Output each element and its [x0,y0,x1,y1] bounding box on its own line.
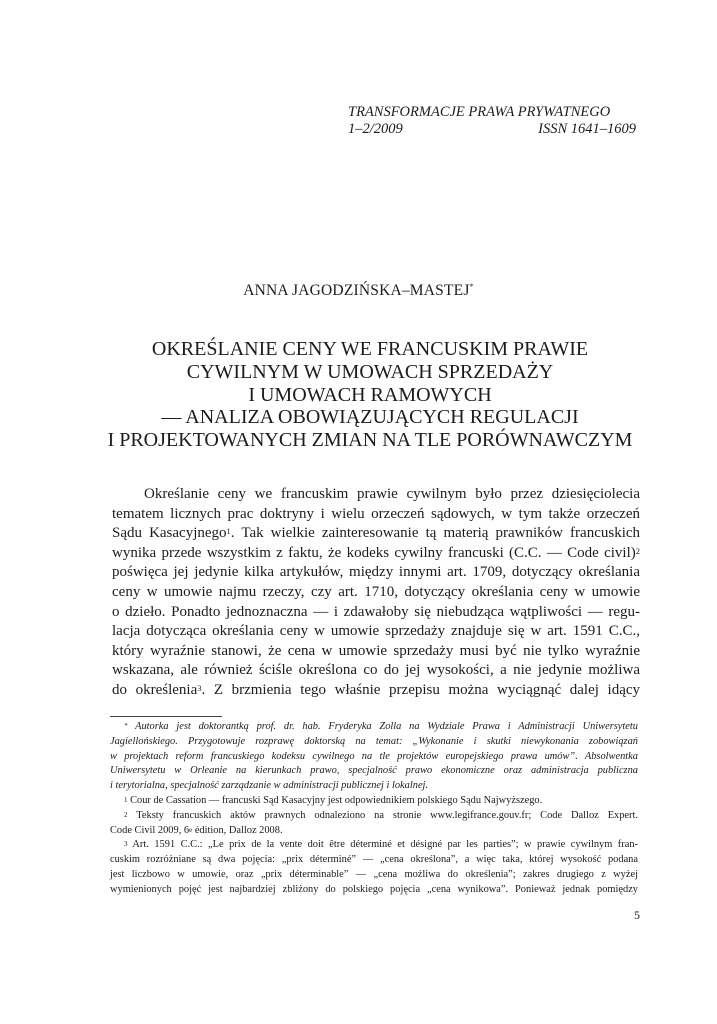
footnote-line: Jagiellońskiego. Przygotowuje rozprawę doktorską na temat: „Wykonanie i skutki niewykonania zobowiązań [110,735,638,747]
footnote-line [110,809,638,824]
body-text-segment: wynika przede wszystkim z faktu, że kodeks cywilny francuski (C.C. — Code civil) [112,544,636,561]
article-title [90,338,650,452]
footnote-line: cuskim rozróżniane są dwa pojęcia: „prix déterminé” — „cena określona”, a więc taka, której wysokość podana [110,854,638,866]
body-line: ceny w umowie najmu rzeczy, czy art. 1710, dotyczący określania ceny w umowie [112,583,640,600]
footnote-line: i terytorialna, specjalność zarządzanie w administracji publicznej i lokalnej. [110,780,429,792]
body-line [112,544,640,564]
body-line: tematem licznych prac doktryny i wielu orzeczeń sądowych, w tym także orzeczeń [112,505,640,522]
journal-issue: 1–2/2009 [348,121,403,137]
journal-issn: ISSN 1641–1609 [538,121,636,137]
footnote-text: Cour de Cassation — francuski Sąd Kasacyjny jest odpowiednikiem polskiego Sądu Najwyższego. [130,794,543,806]
footnote-separator [110,716,222,717]
footnote-text: Autorka jest doktorantką prof. dr. hab. Fryderyka Zolla na Wydziale Prawa i Administracji Uniwersytetu [135,721,638,732]
footnote-line [110,838,638,853]
footnote-ref: 1 [226,526,231,537]
page-number: 5 [634,908,640,922]
footnote-text: Teksty francuskich aktów prawnych odnaleziono na stronie www.legifrance.gouv.fr; Code Dalloz Expert. [136,809,638,821]
journal-name: TRANSFORMACJE PRAWA PRYWATNEGO [348,104,611,120]
footnote-text: édition, Dalloz 2008. [194,824,283,836]
body-line [112,681,640,701]
footnote-superscript: e [189,825,193,834]
body-text-segment: . Z brzmienia tego właśnie przepisu można wyciągnąć dalej idący [201,681,641,698]
footnote-mark: * [124,722,128,730]
title-line: I PROJEKTOWANYCH ZMIAN NA TLE PORÓWNAWCZYM [107,429,633,452]
footnote-line [110,720,638,735]
title-line: CYWILNYM W UMOWACH SPRZEDAŻY [186,360,554,383]
footnote-line: jest liczbowo w umowie, oraz „prix déterminable” — „cena możliwa do określenia”; zakres drugiego z wyżej [110,868,638,880]
body-text-segment: Sądu Kasacyjnego [112,525,227,542]
body-text-segment: do określenia [112,681,198,698]
body-line: wskazana, ale również ściśle określona co do jej wysokości, a nie jedynie możliwa [112,662,640,679]
footnote-text: Art. 1591 C.C.: „Le prix de la vente doit être déterminé et désigné par les parties”; w prawie cywilnym fran- [132,839,638,851]
author-name: ANNA JAGODZIŃSKA–MASTEJ [243,282,470,300]
footnote-ref: 3 [197,682,202,693]
journal-header [348,104,636,138]
footnote-line: Uniwersytetu w Orleanie na kierunkach prawo, specjalność prawo ekonomiczne oraz administracja publiczna [110,765,638,777]
body-line [112,524,640,544]
body-line: o dzieło. Ponadto jednoznaczna — i zdawałoby się niebudząca wątpliwości — regu- [112,603,640,620]
body-line: poświęca jej jedynie kilka artykułów, między innymi art. 1709, dotyczący określania [112,564,640,581]
body-line: Określanie ceny we francuskim prawie cywilnym było przez dziesięciolecia [144,486,640,502]
author-footnote-mark: * [469,282,474,291]
footnote-line: wymienionych pojęć jest najbardziej zbliżony do polskiego pojęcia „cena wynikowa”. Ponieważ jednak pomiędzy [110,883,638,895]
footnote-ref: 2 [635,545,640,556]
footnotes [110,720,638,898]
footnote-line: w projektach reform francuskiego kodeksu cywilnego na tle projektów europejskiego prawa umów”. Absolwentka [110,750,638,762]
footnote-text: Code Civil 2009, 6 [110,824,190,836]
body-text-segment: . Tak wielkie zainteresowanie tą materią prawników francuskich [230,525,641,542]
footnote-mark: 1 [124,795,128,804]
title-line: — ANALIZA OBOWIĄZUJĄCYCH REGULACJI [161,406,579,429]
footnote-line [110,824,638,839]
footnote-mark: 2 [124,810,128,819]
title-line: I UMOWACH RAMOWYCH [248,383,492,406]
body-line: lacja dotycząca określania ceny w umowie sprzedaży znajduje się w art. 1591 C.C., [112,623,640,640]
title-line: OKREŚLANIE CENY WE FRANCUSKIM PRAWIE [151,338,589,360]
body-paragraph [112,485,640,701]
author-line [0,282,717,300]
body-line: który wyraźnie stanowi, że cena w umowie sprzedaży musi być nie tylko wyraźnie [112,642,640,659]
footnote-mark: 3 [124,840,128,849]
footnote-line [110,794,638,809]
